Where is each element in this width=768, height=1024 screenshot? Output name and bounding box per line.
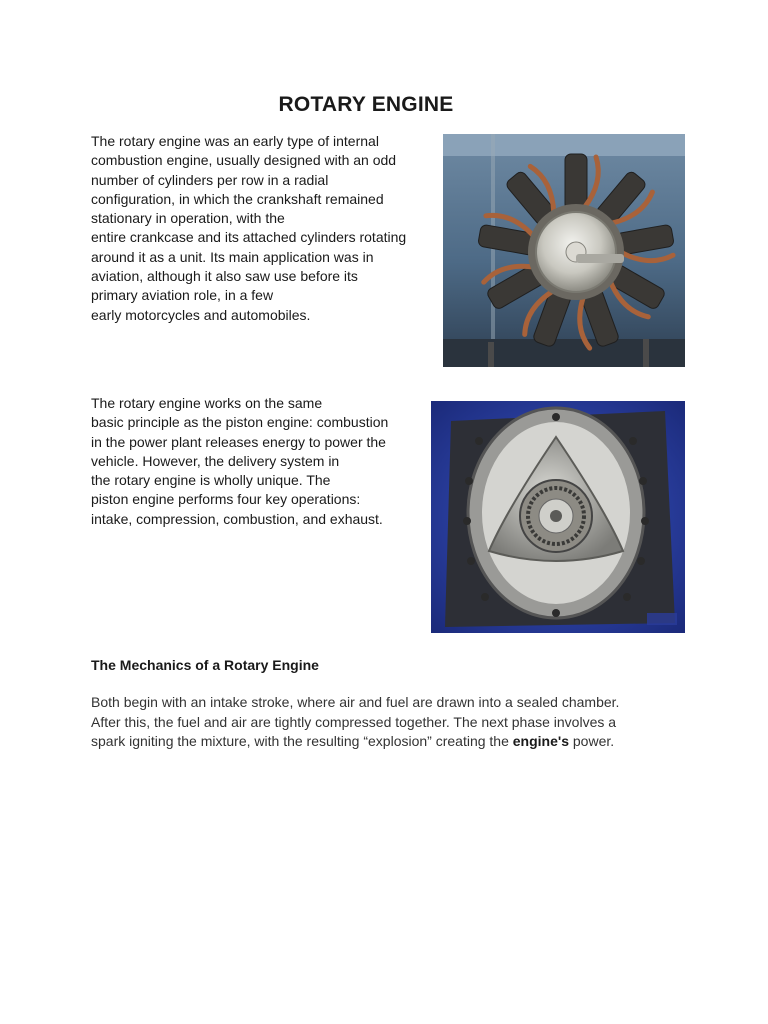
text-line xyxy=(91,732,619,752)
text-line: piston engine performs four key operations: xyxy=(91,491,361,508)
text-line: entire crankcase and its attached cylinders rotating xyxy=(91,229,407,246)
text-line: vehicle. However, the delivery system in xyxy=(91,452,340,469)
radial-engine-photo xyxy=(443,134,685,367)
text-line: After this, the fuel and air are tightly compressed together. The next phase involves a xyxy=(91,713,617,730)
text-line: Both begin with an intake stroke, where air and fuel are drawn into a sealed chamber. xyxy=(91,694,620,710)
text-line: configuration, in which the crankshaft remained xyxy=(91,190,384,207)
text-line: The rotary engine was an early type of internal xyxy=(91,133,379,149)
text-line: basic principle as the piston engine: combustion xyxy=(91,414,389,431)
text-line: early motorcycles and automobiles. xyxy=(91,306,311,323)
text-line: the rotary engine is wholly unique. The xyxy=(91,472,331,489)
text-line: The rotary engine works on the same xyxy=(91,395,323,411)
section-heading: The Mechanics of a Rotary Engine xyxy=(91,657,319,673)
text-segment: power. xyxy=(569,733,615,749)
page-title: ROTARY ENGINE xyxy=(278,93,454,116)
text-line: in the power plant releases energy to power the xyxy=(91,433,386,450)
text-segment: spark igniting the mixture, with the resulting “explosion” creating the xyxy=(91,733,513,749)
text-line: aviation, although it also saw use before its xyxy=(91,268,358,285)
text-line: around it as a unit. Its main application was in xyxy=(91,248,374,265)
text-line: number of cylinders per row in a radial xyxy=(91,171,329,188)
wankel-engine-photo xyxy=(431,401,685,633)
text-line: stationary in operation, with the xyxy=(91,210,285,227)
principle-paragraph xyxy=(91,394,388,529)
text-line: combustion engine, usually designed with an odd xyxy=(91,152,397,169)
text-line: primary aviation role, in a few xyxy=(91,287,274,304)
bold-text: engine's xyxy=(512,733,569,749)
mechanics-paragraph xyxy=(91,693,619,752)
text-line: intake, compression, combustion, and exhaust. xyxy=(91,510,383,527)
intro-paragraph xyxy=(91,132,406,325)
